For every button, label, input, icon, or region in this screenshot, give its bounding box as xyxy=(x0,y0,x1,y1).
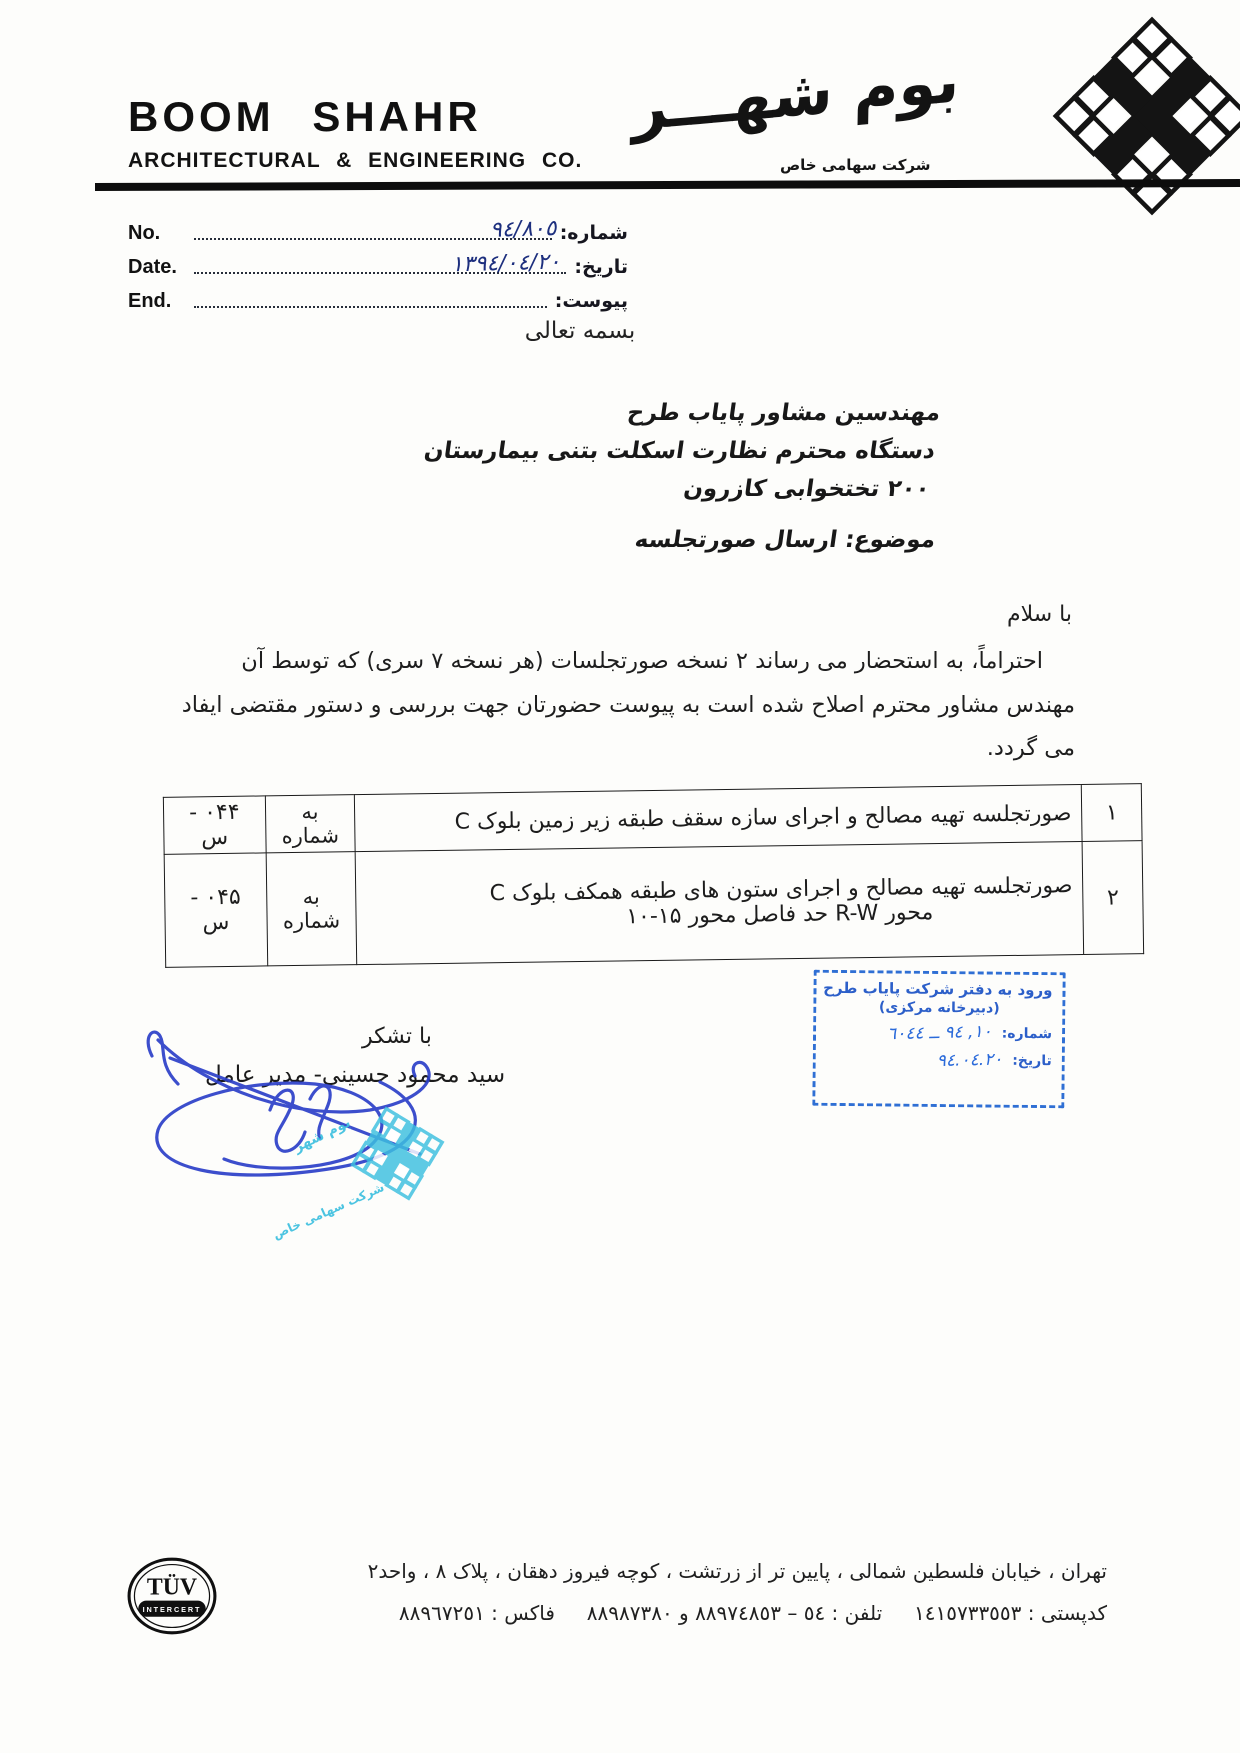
addressee-block xyxy=(407,394,943,508)
salutation: با سلام xyxy=(1006,602,1072,627)
addressee-line1: مهندسین مشاور پایاب طرح xyxy=(625,400,943,426)
no-label-en: No. xyxy=(128,222,161,244)
closing-thanks: با تشکر xyxy=(362,1024,432,1049)
signatory-name-title: سید محمود حسینی- مدیر عامل xyxy=(205,1062,506,1088)
ref-label-cell: به شماره xyxy=(266,852,357,966)
ref-row-date xyxy=(128,245,628,279)
table-row xyxy=(164,841,1143,968)
entry-stamp-no-label: شماره: xyxy=(1001,1025,1053,1043)
footer-address: تهران ، خیابان فلسطین شمالی ، پایین تر از زرتشت ، کوچه فیروز دهقان ، پلاک ٨ ، واحد٢ xyxy=(367,1559,1107,1583)
tuv-intercert-logo xyxy=(126,1554,218,1638)
end-label-en: End. xyxy=(128,290,172,312)
entry-stamp-no-value: ١٠, ٩٤ ــ ٦٠٤٤ xyxy=(886,1021,992,1045)
company-type-label: شرکت سهامی خاص xyxy=(780,156,931,174)
company-subtitle-en: ARCHITECTURAL & ENGINEERING CO. xyxy=(128,149,583,172)
no-handwritten-value: ٩٤/٨٠٥ xyxy=(489,216,557,243)
entry-stamp-date-row xyxy=(826,1049,1052,1071)
entry-stamp-line2: (دبیرخانه مرکزی) xyxy=(878,999,1000,1017)
footer-contact: کدپستی : ١٤١٥٧٣٣٥٥٣ تلفن : ٥٤ – ٨٨٩٧٤٨٥٣ و ٨٨٩٨٧٣٨٠ فاکس : ٨٨٩٦٧٢٥١ xyxy=(398,1601,1107,1625)
addressee-line2: دستگاه محترم نظارت اسکلت بتنی بیمارستان ۲۰۰ تختخوابی کازرون xyxy=(422,438,937,502)
entry-stamp-line1: ورود به دفتر شرکت پایاب طرح xyxy=(823,978,1053,1000)
minute-description xyxy=(355,785,1083,852)
row-number: ۱ xyxy=(1082,784,1143,842)
minute-description-line2: محور R-W حد فاصل محور ۱۵-۱۰ xyxy=(626,900,934,930)
intercert-text: INTERCERT xyxy=(142,1605,202,1615)
ref-number-cell: ۰۴۴ - س xyxy=(163,796,265,854)
entry-stamp-date-value: ٩٤.٠٤.٢٠ xyxy=(936,1049,1003,1072)
subject-line: موضوع: ارسال صورتجلسه xyxy=(632,527,937,553)
minutes-table xyxy=(163,783,1144,968)
entry-stamp-date-label: تاریخ: xyxy=(1012,1052,1052,1070)
body-line-2: مهندس مشاور محترم اصلاح شده است به پیوست حضورتان جهت بررسی و دستور مقتضی ایفاد xyxy=(181,691,1075,718)
date-label-en: Date. xyxy=(128,256,177,278)
ref-row-enclosure xyxy=(128,279,628,313)
minute-description xyxy=(355,842,1084,965)
entry-stamp-box xyxy=(812,970,1065,1109)
ref-row-no xyxy=(128,211,628,245)
besmellah: بسمه تعالی xyxy=(524,318,636,344)
dotted-leader xyxy=(194,286,547,308)
date-label-fa: تاریخ: xyxy=(574,256,628,278)
company-header-en xyxy=(128,94,582,173)
letter-body xyxy=(162,640,1075,771)
company-name-calligraphy: بوم شهـــر xyxy=(632,44,961,145)
tuv-text: TÜV xyxy=(146,1574,198,1601)
footer-address-block xyxy=(368,1550,1107,1634)
end-label-fa: پیوست: xyxy=(554,290,628,312)
no-label-fa: شماره: xyxy=(559,222,628,244)
row-number: ۲ xyxy=(1082,841,1143,955)
ref-number-cell: ۰۴۵ - س xyxy=(164,853,267,967)
seal-text-top: بوم شهر xyxy=(291,1114,354,1156)
date-handwritten-value: ١٣٩٤/٠٤/٢٠ xyxy=(450,249,561,278)
seal-text-bottom: شرکت سهامی خاص xyxy=(270,1179,387,1242)
minute-description-line1: صورتجلسه تهیه مصالح و اجرای ستون های طبقه همکف بلوک C xyxy=(489,873,1073,907)
ref-label-cell: به شماره xyxy=(265,795,355,853)
company-name-en: BOOM SHAHR xyxy=(128,93,482,140)
reference-fields xyxy=(128,211,628,313)
minute-description-line1: صورتجلسه تهیه مصالح و اجرای سازه سقف طبقه زیر زمین بلوک C xyxy=(454,800,1072,835)
entry-stamp-no-row xyxy=(826,1022,1052,1044)
body-line-3: می گردد. xyxy=(986,735,1075,761)
body-line-1: احتراماً، به استحضار می رساند ۲ نسخه صورتجلسات (هر نسخه ۷ سری) که توسط آن xyxy=(241,648,1043,674)
